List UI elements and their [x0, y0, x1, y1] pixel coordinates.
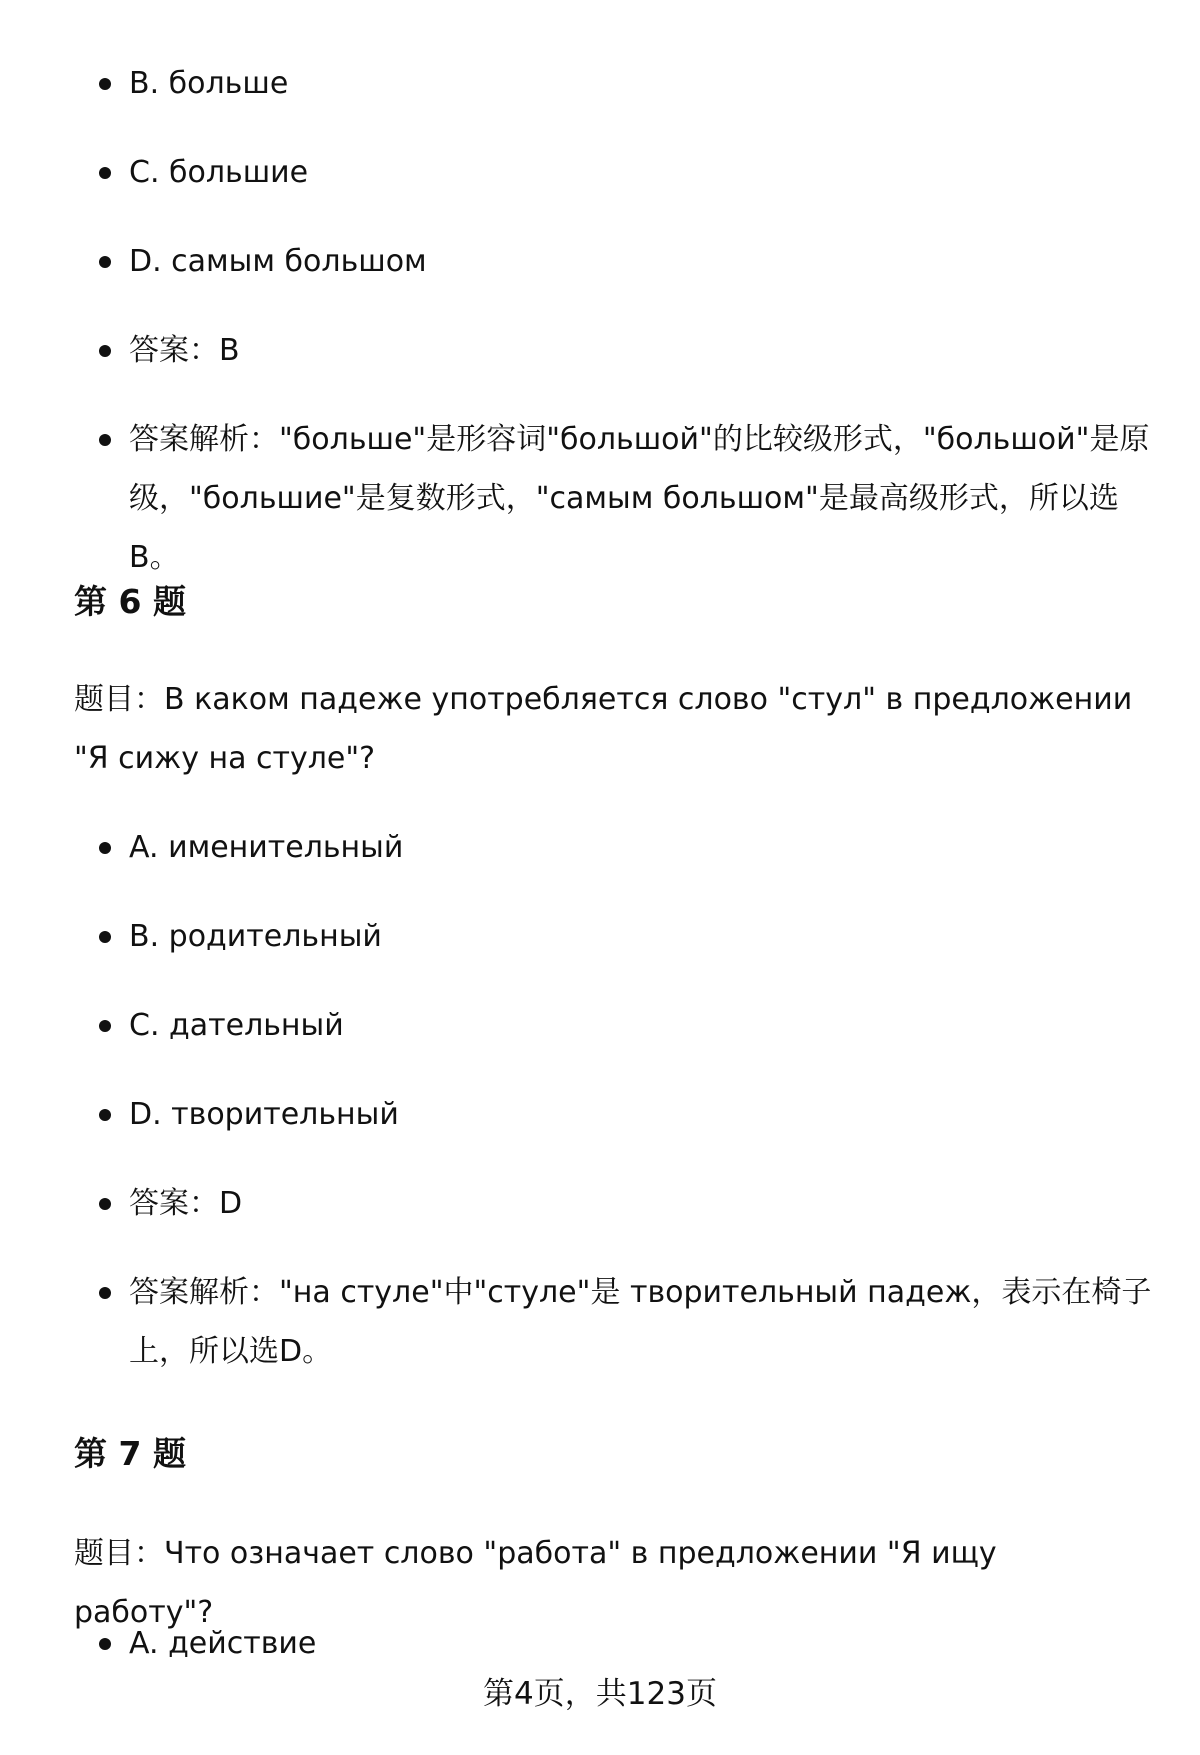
- list-item: [74, 143, 1154, 202]
- option-text: C. дательный: [129, 1008, 344, 1043]
- question-heading: 第 7 题: [74, 1434, 186, 1473]
- bullet-icon: [99, 1109, 111, 1121]
- bullet-icon: [99, 842, 111, 854]
- answer-text: 答案：D: [129, 1186, 243, 1221]
- bullet-icon: [99, 1198, 111, 1210]
- list-item: [74, 1614, 1154, 1673]
- list-item: [74, 1174, 1154, 1233]
- option-text: B. больше: [129, 66, 289, 101]
- explanation-text: 答案解析："больше"是形容词"большой"的比较级形式，"большой"是原级，"большие"是复数形式，"самым большом"是最高级形式，所以选B。: [129, 422, 1150, 575]
- bullet-icon: [99, 78, 111, 90]
- list-item: [74, 232, 1154, 291]
- list-item: [74, 818, 1154, 877]
- list-item: [74, 1085, 1154, 1144]
- question-heading: 第 6 题: [74, 582, 186, 621]
- list-item: [74, 1263, 1154, 1381]
- list-item: [74, 54, 1154, 113]
- bullet-icon: [99, 1020, 111, 1032]
- option-text: C. большие: [129, 155, 309, 190]
- bullet-icon: [99, 1287, 111, 1299]
- question-text: 题目：В каком падеже употребляется слово "стул" в предложении "Я сижу на стуле"?: [74, 682, 1133, 776]
- option-text: A. именительный: [129, 830, 404, 865]
- options-list-q6: [74, 818, 1154, 1411]
- bullet-icon: [99, 1638, 111, 1650]
- bullet-icon: [99, 434, 111, 446]
- option-text: D. самым большом: [129, 244, 427, 279]
- list-item: [74, 410, 1154, 587]
- bullet-icon: [99, 931, 111, 943]
- list-item: [74, 321, 1154, 380]
- list-item: [74, 996, 1154, 1055]
- list-item: [74, 907, 1154, 966]
- page-number-footer: 第4页，共123页: [483, 1676, 717, 1712]
- bullet-icon: [99, 345, 111, 357]
- bullet-icon: [99, 256, 111, 268]
- option-text: A. действие: [129, 1626, 317, 1661]
- option-text: B. родительный: [129, 919, 382, 954]
- explanation-text: 答案解析："на стуле"中"стуле"是 творительный падеж，表示在椅子上，所以选D。: [129, 1275, 1152, 1369]
- options-list-q5: [74, 54, 1154, 617]
- question-text: 题目：Что означает слово "работа" в предложении "Я ищу работу"?: [74, 1536, 997, 1630]
- bullet-icon: [99, 167, 111, 179]
- answer-text: 答案：B: [129, 333, 240, 368]
- option-text: D. творительный: [129, 1097, 399, 1132]
